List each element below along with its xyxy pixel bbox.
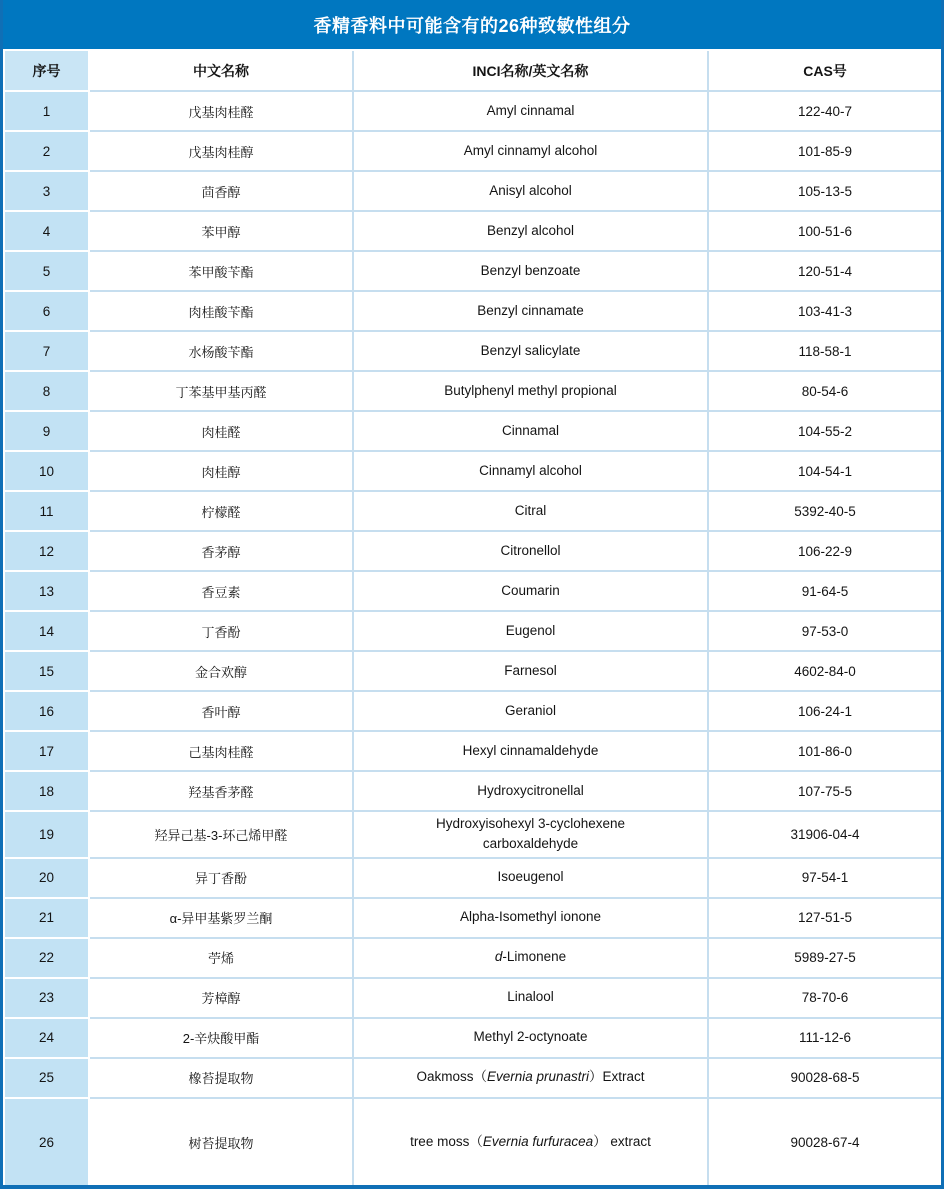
- table-header-row: [4, 51, 942, 91]
- inci-name-text: Oakmoss（: [416, 1069, 487, 1085]
- row-number-cell: 5: [4, 251, 89, 291]
- inci-name-text: Alpha-Isomethyl ionone: [459, 909, 602, 925]
- inci-name-text: Benzyl alcohol: [486, 222, 575, 238]
- inci-name-text: Coumarin: [501, 582, 560, 598]
- row-number-cell: 17: [4, 731, 89, 771]
- inci-name-cell: [353, 858, 708, 898]
- chinese-name-cell: 香茅醇: [89, 531, 353, 571]
- table-row: [4, 171, 942, 211]
- inci-name-text: ）Extract: [589, 1069, 645, 1085]
- inci-name-text: Hydroxyisohexyl 3-cyclohexene: [435, 816, 626, 831]
- cas-number-cell: 101-85-9: [708, 131, 942, 171]
- header-serial-number: 序号: [4, 51, 89, 91]
- chinese-name-cell: 茴香醇: [89, 171, 353, 211]
- inci-name-cell: [353, 491, 708, 531]
- table-row: [4, 938, 942, 978]
- header-cas-number: CAS号: [708, 51, 942, 91]
- table-row: [4, 531, 942, 571]
- cas-number-cell: 97-54-1: [708, 858, 942, 898]
- chinese-name-cell: 橡苔提取物: [89, 1058, 353, 1098]
- row-number-cell: 12: [4, 531, 89, 571]
- chinese-name-cell: α-异甲基紫罗兰酮: [89, 898, 353, 938]
- cas-number-cell: 90028-67-4: [708, 1098, 942, 1186]
- row-number-cell: 11: [4, 491, 89, 531]
- chinese-name-cell: 丁香酚: [89, 611, 353, 651]
- table-row: [4, 691, 942, 731]
- cas-number-cell: 107-75-5: [708, 771, 942, 811]
- cas-number-cell: 101-86-0: [708, 731, 942, 771]
- row-number-cell: 1: [4, 91, 89, 131]
- inci-name-text: Benzyl salicylate: [480, 342, 581, 358]
- cas-number-cell: 127-51-5: [708, 898, 942, 938]
- chinese-name-cell: 己基肉桂醛: [89, 731, 353, 771]
- chinese-name-cell: 苧烯: [89, 938, 353, 978]
- cas-number-cell: 31906-04-4: [708, 811, 942, 858]
- table-row: [4, 731, 942, 771]
- inci-name-text: Benzyl benzoate: [480, 262, 581, 278]
- cas-number-cell: 91-64-5: [708, 571, 942, 611]
- inci-name-cell: [353, 811, 708, 858]
- inci-name-cell: [353, 291, 708, 331]
- inci-name-text: -Limonene: [502, 949, 567, 965]
- table-row: [4, 571, 942, 611]
- cas-number-cell: 122-40-7: [708, 91, 942, 131]
- inci-name-cell: [353, 691, 708, 731]
- chinese-name-cell: 2-辛炔酸甲酯: [89, 1018, 353, 1058]
- inci-name-cell: [353, 731, 708, 771]
- row-number-cell: 18: [4, 771, 89, 811]
- row-number-cell: 6: [4, 291, 89, 331]
- cas-number-cell: 104-55-2: [708, 411, 942, 451]
- cas-number-cell: 100-51-6: [708, 211, 942, 251]
- inci-name-text: Linalool: [507, 989, 554, 1005]
- table-row: [4, 1018, 942, 1058]
- table-row: [4, 1098, 942, 1186]
- chinese-name-cell: 树苔提取物: [89, 1098, 353, 1186]
- cas-number-cell: 106-22-9: [708, 531, 942, 571]
- row-number-cell: 26: [4, 1098, 89, 1186]
- cas-number-cell: 106-24-1: [708, 691, 942, 731]
- inci-name-cell: [353, 131, 708, 171]
- inci-name-text: Hydroxycitronellal: [477, 782, 584, 798]
- cas-number-cell: 97-53-0: [708, 611, 942, 651]
- chinese-name-cell: 异丁香酚: [89, 858, 353, 898]
- row-number-cell: 21: [4, 898, 89, 938]
- chinese-name-cell: 戊基肉桂醛: [89, 91, 353, 131]
- inci-name-text: Amyl cinnamal: [486, 102, 575, 118]
- chinese-name-cell: 苯甲醇: [89, 211, 353, 251]
- inci-name-text: Isoeugenol: [497, 869, 564, 885]
- row-number-cell: 16: [4, 691, 89, 731]
- inci-name-cell: [353, 978, 708, 1018]
- inci-name-text: Methyl 2-octynoate: [473, 1029, 588, 1045]
- row-number-cell: 2: [4, 131, 89, 171]
- table-row: [4, 331, 942, 371]
- header-chinese-name: 中文名称: [89, 51, 353, 91]
- cas-number-cell: 120-51-4: [708, 251, 942, 291]
- row-number-cell: 19: [4, 811, 89, 858]
- inci-name-cell: [353, 331, 708, 371]
- inci-name-cell: [353, 251, 708, 291]
- inci-name-text: ） extract: [593, 1133, 651, 1149]
- inci-name-text: Geraniol: [504, 702, 557, 718]
- inci-name-text: Butylphenyl methyl propional: [444, 382, 617, 398]
- cas-number-cell: 5989-27-5: [708, 938, 942, 978]
- table-row: [4, 978, 942, 1018]
- species-name-italic: d: [494, 949, 503, 965]
- chinese-name-cell: 羟基香茅醛: [89, 771, 353, 811]
- table-row: [4, 491, 942, 531]
- inci-name-cell: [353, 771, 708, 811]
- row-number-cell: 3: [4, 171, 89, 211]
- chinese-name-cell: 柠檬醛: [89, 491, 353, 531]
- inci-name-cell: [353, 531, 708, 571]
- inci-name-cell: [353, 211, 708, 251]
- inci-name-text: Benzyl cinnamate: [477, 302, 584, 318]
- cas-number-cell: 4602-84-0: [708, 651, 942, 691]
- cas-number-cell: 5392-40-5: [708, 491, 942, 531]
- cas-number-cell: 105-13-5: [708, 171, 942, 211]
- chinese-name-cell: 肉桂醇: [89, 451, 353, 491]
- species-name-italic: Evernia prunastri: [486, 1069, 590, 1085]
- table-row: [4, 251, 942, 291]
- table-row: [4, 411, 942, 451]
- inci-name-cell: [353, 651, 708, 691]
- cas-number-cell: 78-70-6: [708, 978, 942, 1018]
- inci-name-cell: [353, 91, 708, 131]
- table-row: [4, 771, 942, 811]
- table-row: [4, 1058, 942, 1098]
- table-row: [4, 131, 942, 171]
- chinese-name-cell: 金合欢醇: [89, 651, 353, 691]
- cas-number-cell: 104-54-1: [708, 451, 942, 491]
- row-number-cell: 4: [4, 211, 89, 251]
- inci-name-cell: [353, 371, 708, 411]
- inci-name-cell: [353, 1098, 708, 1186]
- inci-name-cell: [353, 1018, 708, 1058]
- row-number-cell: 20: [4, 858, 89, 898]
- row-number-cell: 25: [4, 1058, 89, 1098]
- row-number-cell: 23: [4, 978, 89, 1018]
- chinese-name-cell: 肉桂醛: [89, 411, 353, 451]
- chinese-name-cell: 芳樟醇: [89, 978, 353, 1018]
- inci-name-cell: [353, 571, 708, 611]
- chinese-name-cell: 香叶醇: [89, 691, 353, 731]
- cas-number-cell: 111-12-6: [708, 1018, 942, 1058]
- cas-number-cell: 103-41-3: [708, 291, 942, 331]
- row-number-cell: 14: [4, 611, 89, 651]
- inci-name-cell: [353, 411, 708, 451]
- table-body: [4, 91, 942, 1186]
- inci-name-text: Citral: [514, 502, 547, 518]
- inci-name-text: Farnesol: [504, 662, 557, 678]
- table-row: [4, 451, 942, 491]
- table-row: [4, 898, 942, 938]
- row-number-cell: 13: [4, 571, 89, 611]
- row-number-cell: 24: [4, 1018, 89, 1058]
- table-row: [4, 91, 942, 131]
- inci-name-text: Hexyl cinnamaldehyde: [462, 742, 599, 758]
- row-number-cell: 9: [4, 411, 89, 451]
- chinese-name-cell: 水杨酸苄酯: [89, 331, 353, 371]
- allergen-table: [3, 51, 943, 1186]
- inci-name-cell: [353, 171, 708, 211]
- cas-number-cell: 118-58-1: [708, 331, 942, 371]
- chinese-name-cell: 丁苯基甲基丙醛: [89, 371, 353, 411]
- row-number-cell: 10: [4, 451, 89, 491]
- table-row: [4, 858, 942, 898]
- inci-name-cell: [353, 451, 708, 491]
- table-row: [4, 291, 942, 331]
- row-number-cell: 22: [4, 938, 89, 978]
- inci-name-cell: [353, 938, 708, 978]
- inci-name-text: carboxaldehyde: [482, 836, 579, 852]
- inci-name-text: Amyl cinnamyl alcohol: [463, 142, 598, 158]
- table-row: [4, 371, 942, 411]
- chinese-name-cell: 羟异己基-3-环己烯甲醛: [89, 811, 353, 858]
- inci-name-text: Cinnamyl alcohol: [479, 462, 582, 478]
- chinese-name-cell: 肉桂酸苄酯: [89, 291, 353, 331]
- page-title: 香精香料中可能含有的26种致敏性组分: [3, 0, 941, 49]
- row-number-cell: 8: [4, 371, 89, 411]
- table-row: [4, 611, 942, 651]
- inci-name-cell: [353, 1058, 708, 1098]
- inci-name-text: Anisyl alcohol: [489, 182, 572, 198]
- row-number-cell: 15: [4, 651, 89, 691]
- cas-number-cell: 80-54-6: [708, 371, 942, 411]
- species-name-italic: Evernia furfuracea: [482, 1133, 594, 1149]
- chinese-name-cell: 香豆素: [89, 571, 353, 611]
- inci-name-text: Cinnamal: [501, 422, 560, 438]
- inci-name-text: Eugenol: [505, 622, 556, 638]
- table-row: [4, 211, 942, 251]
- inci-name-text: Citronellol: [500, 542, 561, 558]
- row-number-cell: 7: [4, 331, 89, 371]
- header-inci-name: INCI名称/英文名称: [353, 51, 708, 91]
- table-row: [4, 811, 942, 858]
- table-row: [4, 651, 942, 691]
- chinese-name-cell: 戊基肉桂醇: [89, 131, 353, 171]
- inci-name-text: tree moss（: [410, 1133, 483, 1149]
- cas-number-cell: 90028-68-5: [708, 1058, 942, 1098]
- inci-name-cell: [353, 611, 708, 651]
- chinese-name-cell: 苯甲酸苄酯: [89, 251, 353, 291]
- inci-name-cell: [353, 898, 708, 938]
